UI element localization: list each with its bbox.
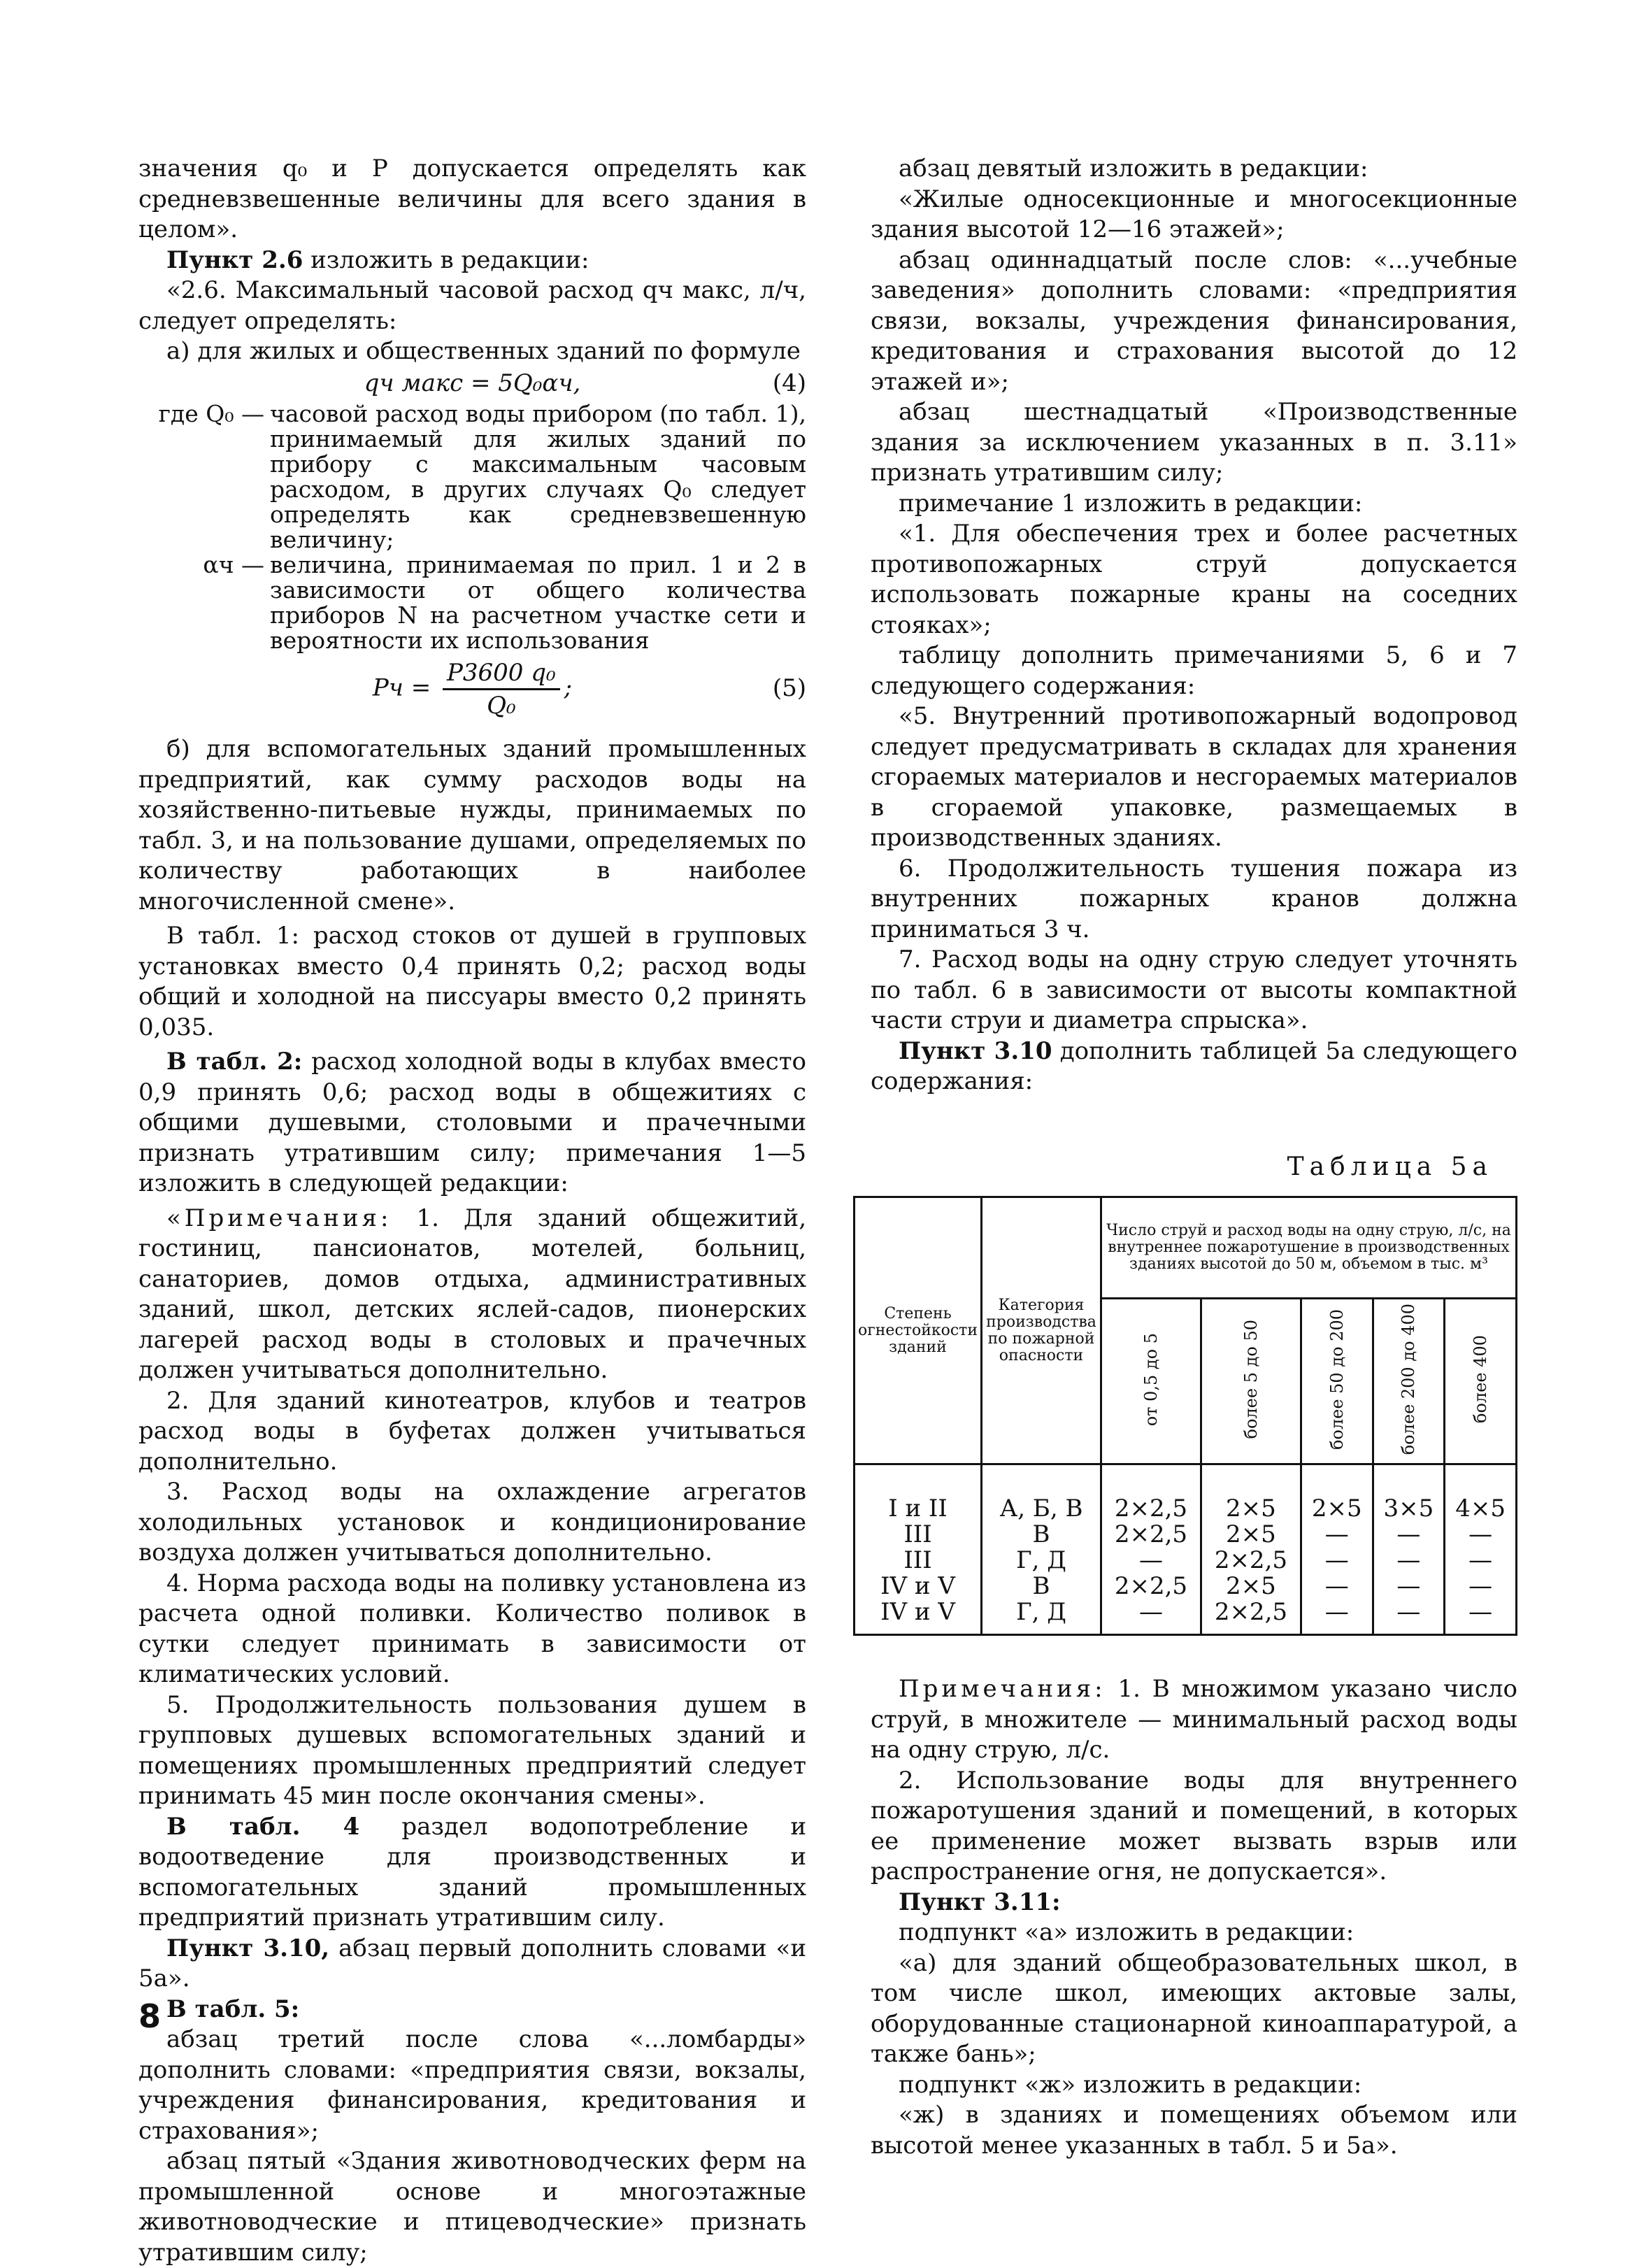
formula-number: (5) (772, 674, 806, 702)
table-5a (853, 1196, 1517, 1636)
where-text: часовой расход воды прибором (по табл. 1), принимаемый для жилых зданий по прибору с максимальным часовым расходом, в других случаях Q₀ следует определять как средневзвешенную величину; (270, 400, 806, 553)
paragraph: а) для жилых и общественных зданий по формуле (166, 337, 801, 365)
rotated-label: более 400 (1471, 1335, 1491, 1424)
table-header-category: Категория производства по пожарной опасности (982, 1197, 1101, 1464)
paragraph (138, 1934, 806, 1995)
paragraph: 6. Продолжительность тушения пожара из внутренних пожарных кранов должна приниматься 3 ч. (871, 854, 1517, 943)
paragraph: значения q₀ и P допускается определять как средневзвешенные величины для всего здания в целом». (138, 155, 806, 243)
table-header-volume-2 (1201, 1299, 1301, 1464)
text: изложить в редакции: (303, 245, 589, 274)
paragraph (138, 1812, 806, 1934)
formula-lhs: Pч = (372, 673, 431, 702)
bold-lead: Пункт 3.10, (166, 1934, 330, 1962)
page-number: 8 (138, 1997, 162, 2035)
paragraph: подпункт «а» изложить в редакции: (899, 1918, 1355, 1947)
fraction-numerator: P3600 q₀ (443, 657, 560, 690)
paragraph: В табл. 5: (166, 1995, 300, 2023)
rotated-label: более 200 до 400 (1399, 1304, 1419, 1455)
table-cell-degree: I и II III III IV и V IV и V (855, 1464, 982, 1635)
table-cell-volume-2: 2×5 2×5 2×2,5 2×5 2×2,5 (1201, 1464, 1301, 1635)
table-cell-volume-3: 2×5 — — — — (1301, 1464, 1373, 1635)
paragraph: абзац девятый изложить в редакции: (899, 155, 1368, 183)
paragraph: Пункт 3.11: (899, 1888, 1061, 1916)
paragraph: 2. Для зданий кинотеатров, клубов и театров расход воды в буфетах должен учитываться дополнительно. (138, 1386, 806, 1476)
where-symbol: где Q₀ — (158, 400, 264, 427)
paragraph: абзац одиннадцатый после слов: «...учебные заведения» дополнить словами: «предприятия связи, вокзалы, учреждения финансирования, кредитования и страхования высотой до 12 этажей и»; (871, 245, 1517, 396)
paragraph (871, 1036, 1517, 1097)
formula-text: qч макс = 5Q₀αч, (364, 369, 581, 397)
paragraph (871, 1674, 1517, 1766)
bold-lead: Пункт 2.6 (166, 245, 303, 274)
formula-fraction (443, 657, 560, 721)
paragraph (138, 1204, 806, 1386)
rotated-label: более 5 до 50 (1241, 1319, 1261, 1439)
paragraph: 4. Норма расхода воды на поливку установлена из расчета одной поливки. Количество поливок в сутки следует принимать в зависимости от климатических условий. (138, 1569, 806, 1688)
paragraph: 5. Продолжительность пользования душем в групповых душевых вспомогательных зданий и помещениях промышленных предприятий следует принимать 45 мин после окончания смены». (138, 1690, 806, 1810)
paragraph: В табл. 1: расход стоков от душей в групповых установках вместо 0,4 принять 0,2; расход воды общий и холодной на писсуары вместо 0,2 принять 0,035. (138, 922, 806, 1041)
paragraph: б) для вспомогательных зданий промышленных предприятий, как сумму расходов воды на хозяйственно-питьевые нужды, принимаемых по табл. 3, и на пользование душами, определяемых по количеству работающих в наиболее многочисленной смене». (138, 735, 806, 915)
table-header-degree: Степень огнестойкости зданий (855, 1197, 982, 1464)
paragraph: подпункт «ж» изложить в редакции: (899, 2070, 1362, 2099)
text: раздел водопотребление и водоотведение для производственных и вспомогательных зданий промышленных предприятий признать утратившим силу. (138, 1812, 807, 1932)
where-definition (138, 401, 806, 552)
table-header-group: Число струй и расход воды на одну струю, л/с, на внутреннее пожаротушение в производственных зданиях высотой до 50 м, объемом в тыс. м³ (1101, 1197, 1517, 1299)
paragraph (138, 1047, 806, 1199)
table-cell-volume-5: 4×5 — — — — (1445, 1464, 1517, 1635)
paragraph: абзац шестнадцатый «Производственные здания за исключением указанных в п. 3.11» признать утратившим силу; (871, 398, 1517, 487)
where-definition (138, 552, 806, 653)
paragraph: 3. Расход воды на охлаждение агрегатов холодильных установок и кондиционирование воздуха должен учитываться дополнительно. (138, 1478, 806, 1567)
table-header-volume-4 (1373, 1299, 1445, 1464)
paragraph: 2. Использование воды для внутреннего пожаротушения зданий и помещений, в которых ее применение может вызвать взрыв или распространение огня, не допускается». (871, 1766, 1517, 1886)
formula-number: (4) (772, 369, 806, 397)
paragraph: «а) для зданий общеобразовательных школ, в том числе школ, имеющих актовые залы, оборудованные стационарной киноаппаратурой, а также бань»; (871, 1948, 1517, 2069)
right-column (858, 154, 1517, 2161)
formula-5 (138, 657, 806, 719)
table-cell-category: А, Б, В В Г, Д В Г, Д (982, 1464, 1101, 1635)
rotated-label: от 0,5 до 5 (1141, 1332, 1161, 1426)
text: дополнить таблицей 5а следующего содержания: (871, 1036, 1517, 1095)
paragraph: «ж) в зданиях и помещениях объемом или высотой менее указанных в табл. 5 и 5а». (871, 2101, 1517, 2160)
paragraph: «Жилые односекционные и многосекционные здания высотой 12—16 этажей»; (871, 185, 1517, 243)
spaced-lead: «Примечания: (166, 1204, 392, 1232)
paragraph: абзац третий после слова «...ломбарды» дополнить словами: «предприятия связи, вокзалы, учреждения финансирования, кредитования и страхования»; (138, 2025, 806, 2145)
where-symbol: αч — (203, 551, 264, 578)
fraction-denominator: Q₀ (487, 692, 516, 720)
left-column (138, 154, 806, 2268)
text: 1. Для зданий общежитий, гостиниц, пансионатов, мотелей, больниц, санаториев, домов отдыха, административных зданий, школ, детских яслей-садов, пионерских лагерей расход воды в столовых и прачечных должен учитываться дополнительно. (138, 1204, 806, 1384)
paragraph: «5. Внутренний противопожарный водопровод следует предусматривать в складах для хранения сгораемых материалов и несгораемых материалов в сгораемой упаковке, размещаемых в производственных зданиях. (871, 702, 1517, 852)
paragraph: «2.6. Максимальный часовой расход qч макс, л/ч, следует определять: (138, 276, 806, 335)
paragraph: «1. Для обеспечения трех и более расчетных противопожарных струй допускается использовать пожарные краны на соседних стояках»; (871, 520, 1517, 639)
table-header-volume-3 (1301, 1299, 1373, 1464)
rotated-label: более 50 до 200 (1327, 1308, 1347, 1450)
where-text: величина, принимаемая по прил. 1 и 2 в зависимости от общего количества приборов N на расчетном участке сети и вероятности их использования (270, 551, 806, 654)
spaced-lead: Примечания: (899, 1675, 1106, 1704)
paragraph: таблицу дополнить примечаниями 5, 6 и 7 следующего содержания: (871, 641, 1517, 700)
formula-tail: ; (564, 673, 573, 702)
paragraph (138, 245, 806, 276)
text: абзац первый дополнить словами «и 5а». (138, 1934, 806, 1992)
bold-lead: Пункт 3.10 (899, 1036, 1052, 1065)
paragraph: 7. Расход воды на одну струю следует уточнять по табл. 6 в зависимости от высоты компактной части струи и диаметра спрыска». (871, 946, 1517, 1034)
table-header-volume-1 (1101, 1299, 1201, 1464)
table-caption: Таблица 5а (1287, 1152, 1493, 1181)
paragraph: абзац пятый «Здания животноводческих ферм на промышленной основе и многоэтажные животноводческие и птицеводческие» признать утратившим силу; (138, 2147, 806, 2267)
text: расход холодной воды в клубах вместо 0,9 принять 0,6; расход воды в общежитиях с общими душевыми, столовыми и прачечными признать утратившим силу; примечания 1—5 изложить в следующей редакции: (138, 1048, 806, 1197)
bold-lead: В табл. 2: (166, 1048, 303, 1076)
paragraph: примечание 1 изложить в редакции: (899, 489, 1363, 518)
text: 1. В множимом указано число струй, в множителе — минимальный расход воды на одну струю, л/с. (871, 1675, 1517, 1764)
table-header-volume-5 (1445, 1299, 1517, 1464)
table-cell-volume-4: 3×5 — — — — (1373, 1464, 1445, 1635)
table-cell-volume-1: 2×2,5 2×2,5 — 2×2,5 — (1101, 1464, 1201, 1635)
bold-lead: В табл. 4 (166, 1812, 360, 1841)
formula-4 (138, 369, 806, 399)
